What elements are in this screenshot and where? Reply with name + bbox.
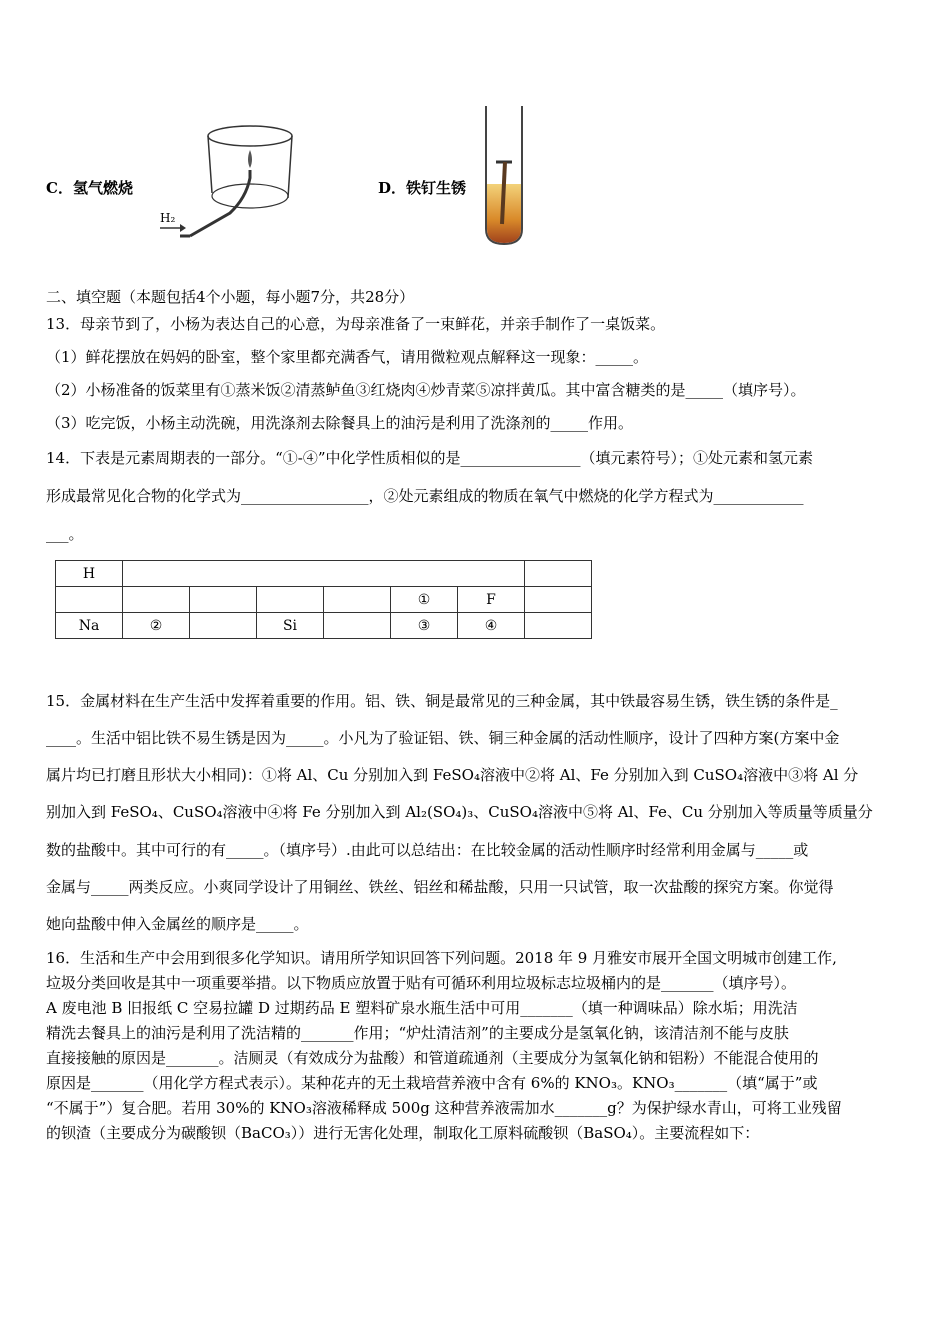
- table-cell: ①: [391, 587, 458, 613]
- table-cell: [257, 587, 324, 613]
- q14-line1: 14．下表是元素周期表的一部分。“①-④”中化学性质相似的是________________（填元素符号）；①处元素和氢元素: [46, 449, 813, 467]
- section-title: 二、填空题（本题包括4个小题，每小题7分，共28分）: [46, 288, 415, 306]
- table-cell: [324, 587, 391, 613]
- table-cell: [525, 561, 592, 587]
- periodic-table: [55, 560, 592, 639]
- hydrogen-burning-figure: [150, 118, 300, 248]
- table-cell: [123, 587, 190, 613]
- option-c-label: C．氢气燃烧: [46, 179, 133, 197]
- q13-part3: （3）吃完饭，小杨主动洗碗，用洗涤剂去除餐具上的油污是利用了洗涤剂的_____作用。: [46, 414, 634, 432]
- q16-line2: 垃圾分类回收是其中一项重要举措。以下物质应放置于贴有可循环利用垃圾标志垃圾桶内的是_______（填序号）。: [46, 974, 797, 992]
- q14-line2: 形成最常见化合物的化学式为_________________，②处元素组成的物质在氧气中燃烧的化学方程式为____________: [46, 487, 804, 505]
- option-d-label: D．铁钉生锈: [378, 179, 467, 197]
- table-cell: [190, 587, 257, 613]
- table-cell: [190, 613, 257, 639]
- q16-line1: 16．生活和生产中会用到很多化学知识。请用所学知识回答下列问题。2018 年 9 月雅安市展开全国文明城市创建工作,: [46, 949, 837, 967]
- q13-stem: 13．母亲节到了，小杨为表达自己的心意，为母亲准备了一束鲜花，并亲手制作了一桌饭菜。: [46, 315, 666, 333]
- q15-line6: 金属与_____两类反应。小爽同学设计了用铜丝、铁丝、铝丝和稀盐酸，只用一只试管，取一次盐酸的探究方案。你觉得: [46, 878, 834, 896]
- q16-line4: 精洗去餐具上的油污是利用了洗洁精的_______作用；“炉灶清洁剂”的主要成分是氢氧化钠，该清洁剂不能与皮肤: [46, 1024, 789, 1042]
- q14-line3: ___。: [46, 525, 84, 543]
- q13-part2: （2）小杨准备的饭菜里有①蒸米饭②清蒸鲈鱼③红烧肉④炒青菜⑤凉拌黄瓜。其中富含糖类的是_____（填序号）。: [46, 381, 806, 399]
- table-cell: F: [458, 587, 525, 613]
- q15-line3: 属片均已打磨且形状大小相同)：①将 Al、Cu 分别加入到 FeSO₄溶液中②将 Al、Fe 分别加入到 CuSO₄溶液中③将 Al 分: [46, 766, 859, 784]
- q16-line6: 原因是_______（用化学方程式表示）。某种花卉的无土栽培营养液中含有 6%的 KNO₃。KNO₃_______（填“属于”或: [46, 1074, 818, 1092]
- q13-part1: （1）鲜花摆放在妈妈的卧室，整个家里都充满香气，请用微粒观点解释这一现象：_____。: [46, 348, 649, 366]
- table-row: [56, 613, 592, 639]
- q16-line8: 的钡渣（主要成分为碳酸钡（BaCO₃））进行无害化处理，制取化工原料硫酸钡（BaSO₄）。主要流程如下：: [46, 1124, 760, 1142]
- table-row: [56, 561, 592, 587]
- table-cell: ②: [123, 613, 190, 639]
- q15-line4: 别加入到 FeSO₄、CuSO₄溶液中④将 Fe 分别加入到 Al₂(SO₄)₃、CuSO₄溶液中⑤将 Al、Fe、Cu 分别加入等质量等质量分: [46, 803, 873, 821]
- q15-line1: 15．金属材料在生产生活中发挥着重要的作用。铝、铁、铜是最常见的三种金属，其中铁最容易生锈，铁生锈的条件是_: [46, 692, 838, 710]
- table-cell: [525, 587, 592, 613]
- q16-line5: 直接接触的原因是_______。洁厕灵（有效成分为盐酸）和管道疏通剂（主要成分为氢氧化钠和铝粉）不能混合使用的: [46, 1049, 819, 1067]
- table-cell: Na: [56, 613, 123, 639]
- table-cell: ③: [391, 613, 458, 639]
- table-row: [56, 587, 592, 613]
- iron-nail-rust-figure: [478, 104, 530, 249]
- q16-line7: “不属于”）复合肥。若用 30%的 KNO₃溶液稀释成 500g 这种营养液需加水_______g？为保护绿水青山，可将工业残留: [46, 1099, 842, 1117]
- q16-line3: A 废电池 B 旧报纸 C 空易拉罐 D 过期药品 E 塑料矿泉水瓶生活中可用_______（填一种调味品）除水垢；用洗洁: [46, 999, 798, 1017]
- h2-label: H₂: [160, 211, 176, 225]
- table-cell: ④: [458, 613, 525, 639]
- q15-line5: 数的盐酸中。其中可行的有_____。（填序号）.由此可以总结出：在比较金属的活动性顺序时经常利用金属与_____或: [46, 841, 809, 859]
- q15-line2: ____。生活中铝比铁不易生锈是因为_____。小凡为了验证铝、铁、铜三种金属的活动性顺序，设计了四种方案(方案中金: [46, 729, 840, 747]
- table-cell: [324, 613, 391, 639]
- table-cell: [525, 613, 592, 639]
- table-cell: [56, 587, 123, 613]
- table-cell: H: [56, 561, 123, 587]
- q15-line7: 她向盐酸中伸入金属丝的顺序是_____。: [46, 915, 309, 933]
- table-cell: Si: [257, 613, 324, 639]
